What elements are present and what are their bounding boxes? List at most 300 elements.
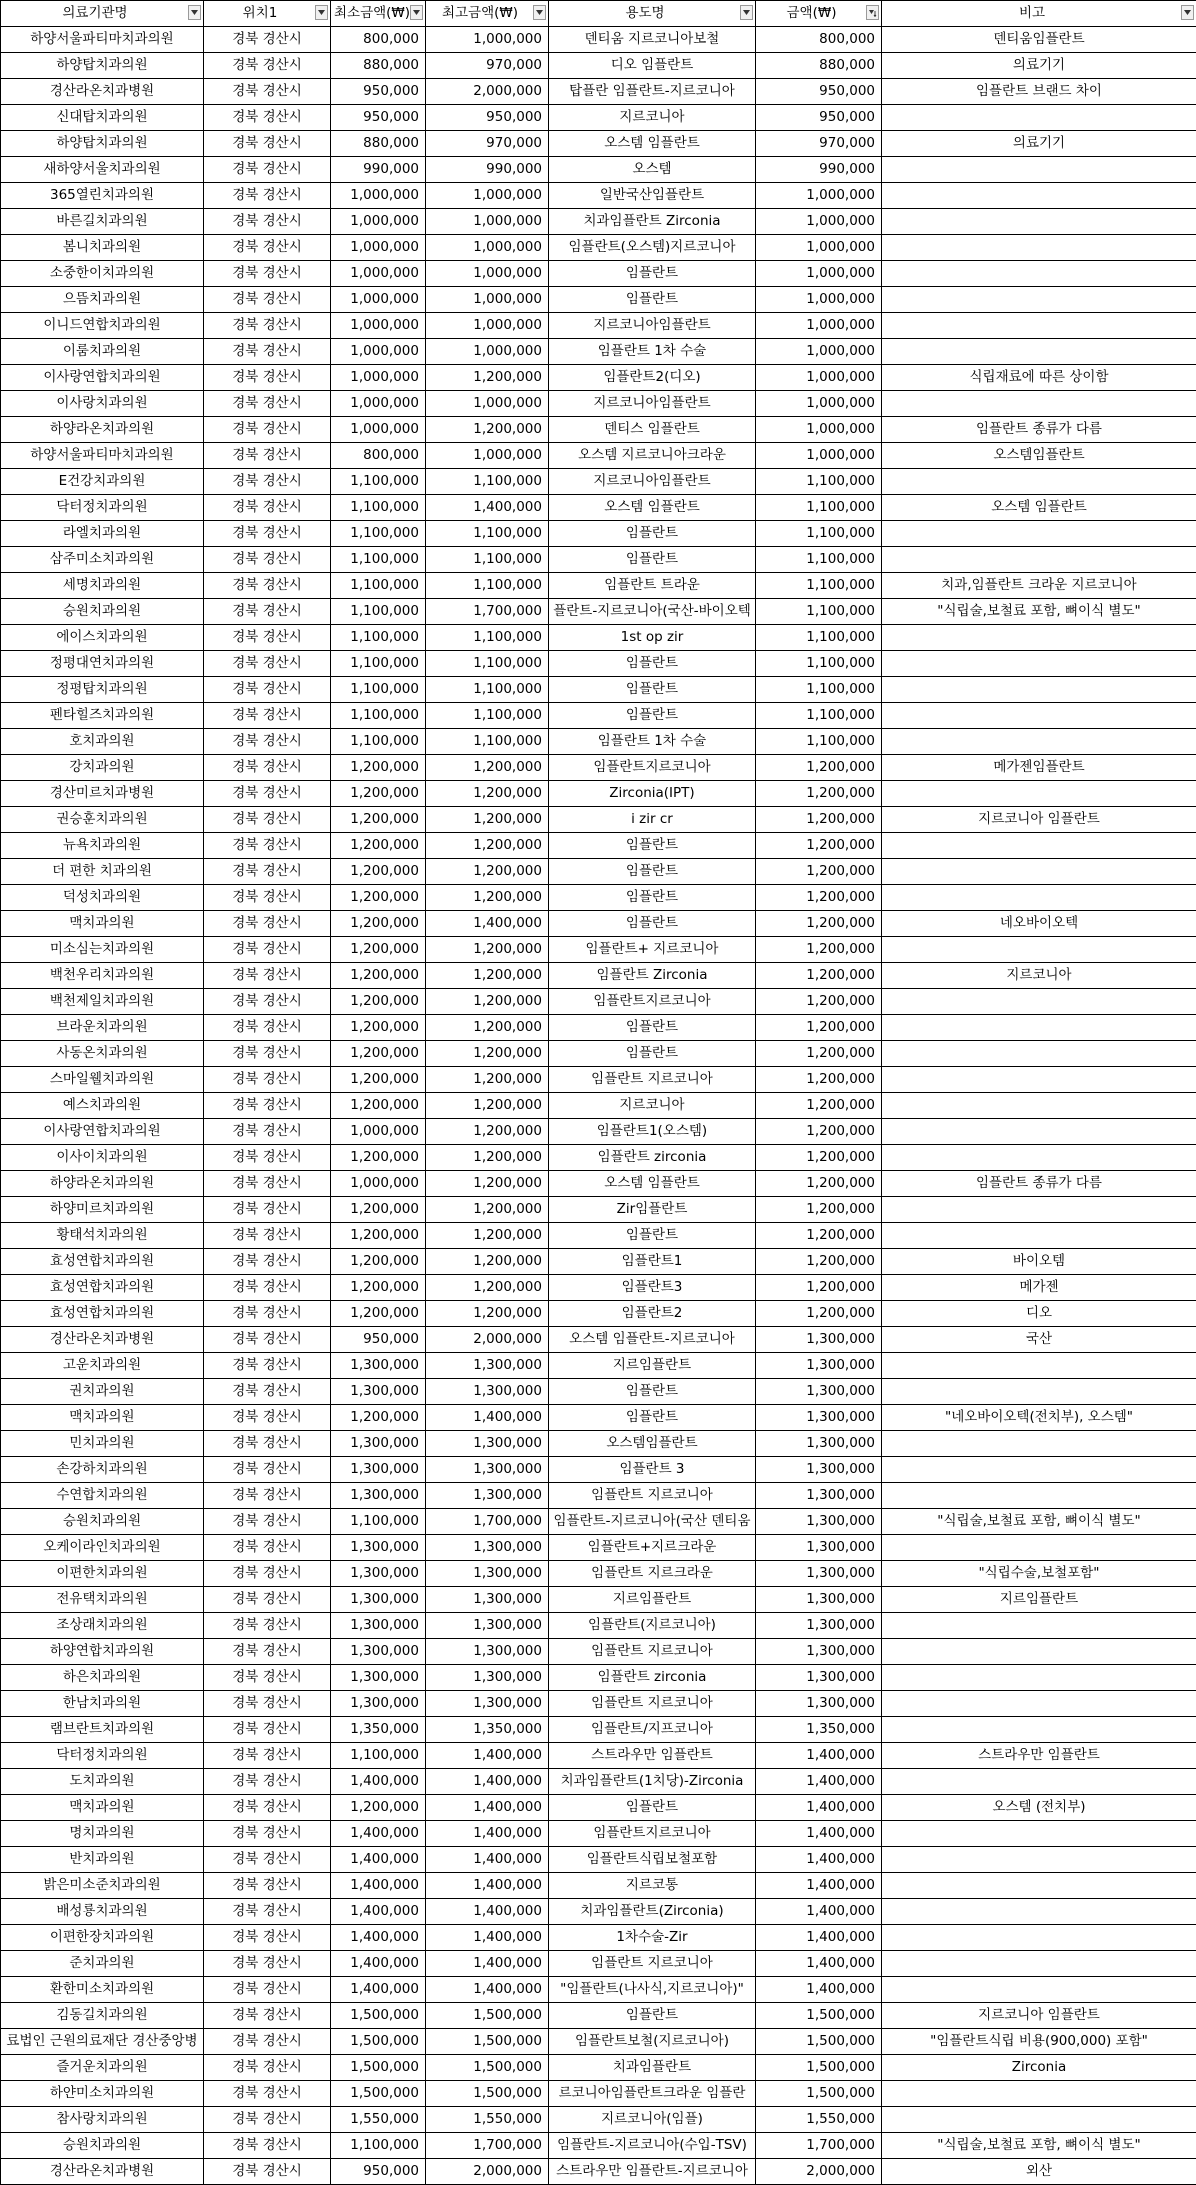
max-price-cell[interactable]: 1,100,000 xyxy=(426,703,549,729)
institution-cell[interactable]: 민치과의원 xyxy=(1,1431,204,1457)
remarks-cell[interactable]: 지르코니아 임플란트 xyxy=(882,2003,1196,2029)
max-price-cell[interactable]: 1,000,000 xyxy=(426,209,549,235)
institution-cell[interactable]: 봄니치과의원 xyxy=(1,235,204,261)
usage-cell[interactable]: 임플란트 xyxy=(549,1795,756,1821)
usage-cell[interactable]: 치과임플란트(1치당)-Zirconia xyxy=(549,1769,756,1795)
institution-cell[interactable]: 신대탑치과의원 xyxy=(1,105,204,131)
amount-cell[interactable]: 1,100,000 xyxy=(756,729,882,755)
remarks-cell[interactable]: 덴티움임플란트 xyxy=(882,27,1196,53)
amount-cell[interactable]: 1,200,000 xyxy=(756,807,882,833)
amount-cell[interactable]: 1,200,000 xyxy=(756,1119,882,1145)
amount-cell[interactable]: 1,200,000 xyxy=(756,937,882,963)
amount-cell[interactable]: 1,100,000 xyxy=(756,677,882,703)
amount-cell[interactable]: 1,200,000 xyxy=(756,1171,882,1197)
min-price-cell[interactable]: 1,100,000 xyxy=(331,1509,426,1535)
amount-cell[interactable]: 1,200,000 xyxy=(756,859,882,885)
location-cell[interactable]: 경북 경산시 xyxy=(204,1223,331,1249)
usage-cell[interactable]: 플란트-지르코니아(국산-바이오텍 xyxy=(549,599,756,625)
amount-cell[interactable]: 1,200,000 xyxy=(756,1223,882,1249)
amount-cell[interactable]: 1,200,000 xyxy=(756,833,882,859)
max-price-cell[interactable]: 1,300,000 xyxy=(426,1379,549,1405)
min-price-cell[interactable]: 1,200,000 xyxy=(331,1275,426,1301)
institution-cell[interactable]: 수연합치과의원 xyxy=(1,1483,204,1509)
min-price-cell[interactable]: 1,200,000 xyxy=(331,885,426,911)
filter-dropdown-icon[interactable] xyxy=(315,5,328,20)
amount-cell[interactable]: 1,200,000 xyxy=(756,755,882,781)
max-price-cell[interactable]: 1,300,000 xyxy=(426,1561,549,1587)
max-price-cell[interactable]: 1,200,000 xyxy=(426,833,549,859)
location-cell[interactable]: 경북 경산시 xyxy=(204,1639,331,1665)
usage-cell[interactable]: 임플란트 xyxy=(549,521,756,547)
remarks-cell[interactable] xyxy=(882,261,1196,287)
usage-cell[interactable]: 임플란트식립보철포함 xyxy=(549,1847,756,1873)
location-cell[interactable]: 경북 경산시 xyxy=(204,573,331,599)
usage-cell[interactable]: 임플란트 지르코니아 xyxy=(549,1483,756,1509)
institution-cell[interactable]: 강치과의원 xyxy=(1,755,204,781)
max-price-cell[interactable]: 1,100,000 xyxy=(426,651,549,677)
max-price-cell[interactable]: 1,300,000 xyxy=(426,1587,549,1613)
remarks-cell[interactable] xyxy=(882,1535,1196,1561)
min-price-cell[interactable]: 1,100,000 xyxy=(331,677,426,703)
amount-cell[interactable]: 1,100,000 xyxy=(756,547,882,573)
usage-cell[interactable]: 임플란트(지르코니아) xyxy=(549,1613,756,1639)
min-price-cell[interactable]: 1,000,000 xyxy=(331,313,426,339)
amount-cell[interactable]: 1,200,000 xyxy=(756,1041,882,1067)
filter-dropdown-icon[interactable] xyxy=(740,5,753,20)
min-price-cell[interactable]: 1,000,000 xyxy=(331,365,426,391)
remarks-cell[interactable] xyxy=(882,469,1196,495)
remarks-cell[interactable] xyxy=(882,1769,1196,1795)
min-price-cell[interactable]: 1,200,000 xyxy=(331,859,426,885)
max-price-cell[interactable]: 1,200,000 xyxy=(426,1275,549,1301)
location-cell[interactable]: 경북 경산시 xyxy=(204,261,331,287)
min-price-cell[interactable]: 1,400,000 xyxy=(331,1769,426,1795)
institution-cell[interactable]: 하은치과의원 xyxy=(1,1665,204,1691)
amount-cell[interactable]: 1,200,000 xyxy=(756,1275,882,1301)
location-cell[interactable]: 경북 경산시 xyxy=(204,417,331,443)
institution-cell[interactable]: 더 편한 치과의원 xyxy=(1,859,204,885)
remarks-cell[interactable]: 치과,임플란트 크라운 지르코니아 xyxy=(882,573,1196,599)
min-price-cell[interactable]: 1,000,000 xyxy=(331,1171,426,1197)
max-price-cell[interactable]: 1,400,000 xyxy=(426,1925,549,1951)
usage-cell[interactable]: 임플란트 xyxy=(549,287,756,313)
min-price-cell[interactable]: 1,400,000 xyxy=(331,1899,426,1925)
max-price-cell[interactable]: 1,200,000 xyxy=(426,1249,549,1275)
amount-cell[interactable]: 1,500,000 xyxy=(756,2055,882,2081)
location-cell[interactable]: 경북 경산시 xyxy=(204,911,331,937)
usage-cell[interactable]: 임플란트지르코니아 xyxy=(549,1821,756,1847)
sort-filter-icon[interactable] xyxy=(866,5,879,20)
max-price-cell[interactable]: 1,000,000 xyxy=(426,443,549,469)
amount-cell[interactable]: 1,200,000 xyxy=(756,963,882,989)
location-cell[interactable]: 경북 경산시 xyxy=(204,1067,331,1093)
remarks-cell[interactable] xyxy=(882,391,1196,417)
max-price-cell[interactable]: 970,000 xyxy=(426,131,549,157)
usage-cell[interactable]: 지르임플란트 xyxy=(549,1353,756,1379)
min-price-cell[interactable]: 1,200,000 xyxy=(331,807,426,833)
institution-cell[interactable]: 으뜸치과의원 xyxy=(1,287,204,313)
usage-cell[interactable]: 지르코니아임플란트 xyxy=(549,313,756,339)
usage-cell[interactable]: 임플란트/지프코니아 xyxy=(549,1717,756,1743)
amount-cell[interactable]: 1,000,000 xyxy=(756,443,882,469)
remarks-cell[interactable]: "식립술,보철료 포함, 뼈이식 별도" xyxy=(882,2133,1196,2159)
location-cell[interactable]: 경북 경산시 xyxy=(204,2159,331,2185)
max-price-cell[interactable]: 1,000,000 xyxy=(426,391,549,417)
institution-cell[interactable]: 환한미소치과의원 xyxy=(1,1977,204,2003)
max-price-cell[interactable]: 1,200,000 xyxy=(426,859,549,885)
usage-cell[interactable]: 임플란트 zirconia xyxy=(549,1665,756,1691)
max-price-cell[interactable]: 1,400,000 xyxy=(426,1951,549,1977)
max-price-cell[interactable]: 1,700,000 xyxy=(426,599,549,625)
min-price-cell[interactable]: 1,100,000 xyxy=(331,1743,426,1769)
location-cell[interactable]: 경북 경산시 xyxy=(204,1951,331,1977)
location-cell[interactable]: 경북 경산시 xyxy=(204,1353,331,1379)
remarks-cell[interactable]: "식립술,보철료 포함, 뼈이식 별도" xyxy=(882,1509,1196,1535)
remarks-cell[interactable] xyxy=(882,1665,1196,1691)
usage-cell[interactable]: 임플란트 xyxy=(549,677,756,703)
location-cell[interactable]: 경북 경산시 xyxy=(204,1509,331,1535)
institution-cell[interactable]: 조상래치과의원 xyxy=(1,1613,204,1639)
institution-cell[interactable]: 이편한치과의원 xyxy=(1,1561,204,1587)
amount-cell[interactable]: 1,000,000 xyxy=(756,391,882,417)
max-price-cell[interactable]: 1,100,000 xyxy=(426,677,549,703)
remarks-cell[interactable] xyxy=(882,157,1196,183)
min-price-cell[interactable]: 1,300,000 xyxy=(331,1587,426,1613)
max-price-cell[interactable]: 1,200,000 xyxy=(426,1067,549,1093)
location-cell[interactable]: 경북 경산시 xyxy=(204,469,331,495)
remarks-cell[interactable] xyxy=(882,1821,1196,1847)
location-cell[interactable]: 경북 경산시 xyxy=(204,1795,331,1821)
amount-cell[interactable]: 1,200,000 xyxy=(756,1301,882,1327)
usage-cell[interactable]: 스트라우만 임플란트-지르코니아 xyxy=(549,2159,756,2185)
institution-cell[interactable]: 펜타힐즈치과의원 xyxy=(1,703,204,729)
usage-cell[interactable]: 오스템임플란트 xyxy=(549,1431,756,1457)
usage-cell[interactable]: 디오 임플란트 xyxy=(549,53,756,79)
location-cell[interactable]: 경북 경산시 xyxy=(204,157,331,183)
amount-cell[interactable]: 2,000,000 xyxy=(756,2159,882,2185)
institution-cell[interactable]: 반치과의원 xyxy=(1,1847,204,1873)
institution-cell[interactable]: 효성연합치과의원 xyxy=(1,1275,204,1301)
amount-cell[interactable]: 1,300,000 xyxy=(756,1587,882,1613)
location-cell[interactable]: 경북 경산시 xyxy=(204,1561,331,1587)
remarks-cell[interactable] xyxy=(882,1015,1196,1041)
location-cell[interactable]: 경북 경산시 xyxy=(204,313,331,339)
min-price-cell[interactable]: 1,100,000 xyxy=(331,703,426,729)
usage-cell[interactable]: 임플란트1(오스템) xyxy=(549,1119,756,1145)
amount-cell[interactable]: 1,200,000 xyxy=(756,885,882,911)
usage-cell[interactable]: 임플란트 1차 수술 xyxy=(549,729,756,755)
remarks-cell[interactable]: 오스템임플란트 xyxy=(882,443,1196,469)
remarks-cell[interactable] xyxy=(882,1483,1196,1509)
location-cell[interactable]: 경북 경산시 xyxy=(204,625,331,651)
institution-cell[interactable]: 도치과의원 xyxy=(1,1769,204,1795)
usage-cell[interactable]: 지르임플란트 xyxy=(549,1587,756,1613)
min-price-cell[interactable]: 1,400,000 xyxy=(331,1951,426,1977)
usage-cell[interactable]: 탑플란 임플란트-지르코니아 xyxy=(549,79,756,105)
min-price-cell[interactable]: 1,300,000 xyxy=(331,1691,426,1717)
max-price-cell[interactable]: 1,100,000 xyxy=(426,469,549,495)
remarks-cell[interactable] xyxy=(882,521,1196,547)
remarks-cell[interactable] xyxy=(882,625,1196,651)
min-price-cell[interactable]: 1,200,000 xyxy=(331,911,426,937)
usage-cell[interactable]: 임플란트+지르크라운 xyxy=(549,1535,756,1561)
amount-cell[interactable]: 950,000 xyxy=(756,79,882,105)
usage-cell[interactable]: 임플란트3 xyxy=(549,1275,756,1301)
usage-cell[interactable]: 지르코통 xyxy=(549,1873,756,1899)
amount-cell[interactable]: 1,400,000 xyxy=(756,1873,882,1899)
amount-cell[interactable]: 1,300,000 xyxy=(756,1639,882,1665)
remarks-cell[interactable] xyxy=(882,1613,1196,1639)
usage-cell[interactable]: 임플란트 1차 수술 xyxy=(549,339,756,365)
min-price-cell[interactable]: 950,000 xyxy=(331,79,426,105)
max-price-cell[interactable]: 1,000,000 xyxy=(426,261,549,287)
institution-cell[interactable]: 삼주미소치과의원 xyxy=(1,547,204,573)
usage-cell[interactable]: 오스템 임플란트 xyxy=(549,1171,756,1197)
max-price-cell[interactable]: 2,000,000 xyxy=(426,1327,549,1353)
location-cell[interactable]: 경북 경산시 xyxy=(204,1041,331,1067)
location-cell[interactable]: 경북 경산시 xyxy=(204,1743,331,1769)
institution-cell[interactable]: 소중한이치과의원 xyxy=(1,261,204,287)
institution-cell[interactable]: 하양연합치과의원 xyxy=(1,1639,204,1665)
amount-cell[interactable]: 1,100,000 xyxy=(756,469,882,495)
max-price-cell[interactable]: 1,700,000 xyxy=(426,1509,549,1535)
usage-cell[interactable]: 치과임플란트 Zirconia xyxy=(549,209,756,235)
amount-cell[interactable]: 1,300,000 xyxy=(756,1457,882,1483)
remarks-cell[interactable] xyxy=(882,235,1196,261)
location-cell[interactable]: 경북 경산시 xyxy=(204,1093,331,1119)
usage-cell[interactable]: 일반국산임플란트 xyxy=(549,183,756,209)
location-cell[interactable]: 경북 경산시 xyxy=(204,1847,331,1873)
max-price-cell[interactable]: 970,000 xyxy=(426,53,549,79)
max-price-cell[interactable]: 990,000 xyxy=(426,157,549,183)
institution-cell[interactable]: 고운치과의원 xyxy=(1,1353,204,1379)
location-cell[interactable]: 경북 경산시 xyxy=(204,183,331,209)
institution-cell[interactable]: 승원치과의원 xyxy=(1,1509,204,1535)
institution-cell[interactable]: 에이스치과의원 xyxy=(1,625,204,651)
amount-cell[interactable]: 1,000,000 xyxy=(756,235,882,261)
amount-cell[interactable]: 1,400,000 xyxy=(756,1795,882,1821)
amount-cell[interactable]: 1,200,000 xyxy=(756,1197,882,1223)
remarks-cell[interactable]: 네오바이오텍 xyxy=(882,911,1196,937)
location-cell[interactable]: 경북 경산시 xyxy=(204,2133,331,2159)
institution-cell[interactable]: 이사랑치과의원 xyxy=(1,391,204,417)
remarks-cell[interactable] xyxy=(882,547,1196,573)
remarks-cell[interactable] xyxy=(882,1379,1196,1405)
min-price-cell[interactable]: 1,200,000 xyxy=(331,1223,426,1249)
location-cell[interactable]: 경북 경산시 xyxy=(204,1769,331,1795)
usage-cell[interactable]: 임플란트 xyxy=(549,1015,756,1041)
remarks-cell[interactable] xyxy=(882,1639,1196,1665)
institution-cell[interactable]: 램브란트치과의원 xyxy=(1,1717,204,1743)
remarks-cell[interactable]: 지르코니아 임플란트 xyxy=(882,807,1196,833)
max-price-cell[interactable]: 1,700,000 xyxy=(426,2133,549,2159)
amount-cell[interactable]: 1,500,000 xyxy=(756,2081,882,2107)
min-price-cell[interactable]: 1,000,000 xyxy=(331,1119,426,1145)
max-price-cell[interactable]: 1,200,000 xyxy=(426,365,549,391)
remarks-cell[interactable] xyxy=(882,1041,1196,1067)
usage-cell[interactable]: 임플란트 지르크라운 xyxy=(549,1561,756,1587)
institution-cell[interactable]: 새하양서울치과의원 xyxy=(1,157,204,183)
min-price-cell[interactable]: 1,200,000 xyxy=(331,1197,426,1223)
institution-cell[interactable]: 호치과의원 xyxy=(1,729,204,755)
min-price-cell[interactable]: 1,300,000 xyxy=(331,1535,426,1561)
usage-cell[interactable]: 지르코니아(임플) xyxy=(549,2107,756,2133)
remarks-cell[interactable] xyxy=(882,1847,1196,1873)
institution-cell[interactable]: 김동길치과의원 xyxy=(1,2003,204,2029)
location-cell[interactable]: 경북 경산시 xyxy=(204,963,331,989)
usage-cell[interactable]: 오스템 xyxy=(549,157,756,183)
location-cell[interactable]: 경북 경산시 xyxy=(204,521,331,547)
max-price-cell[interactable]: 1,500,000 xyxy=(426,2003,549,2029)
min-price-cell[interactable]: 1,000,000 xyxy=(331,287,426,313)
location-cell[interactable]: 경북 경산시 xyxy=(204,1171,331,1197)
location-cell[interactable]: 경북 경산시 xyxy=(204,1691,331,1717)
usage-cell[interactable]: 덴티스 임플란트 xyxy=(549,417,756,443)
max-price-cell[interactable]: 1,400,000 xyxy=(426,911,549,937)
location-cell[interactable]: 경북 경산시 xyxy=(204,2003,331,2029)
remarks-cell[interactable] xyxy=(882,651,1196,677)
remarks-cell[interactable] xyxy=(882,1457,1196,1483)
amount-cell[interactable]: 1,550,000 xyxy=(756,2107,882,2133)
min-price-cell[interactable]: 1,300,000 xyxy=(331,1613,426,1639)
max-price-cell[interactable]: 1,000,000 xyxy=(426,235,549,261)
filter-dropdown-icon[interactable] xyxy=(533,5,546,20)
institution-cell[interactable]: 정평탑치과의원 xyxy=(1,677,204,703)
min-price-cell[interactable]: 880,000 xyxy=(331,53,426,79)
max-price-cell[interactable]: 1,300,000 xyxy=(426,1483,549,1509)
min-price-cell[interactable]: 950,000 xyxy=(331,1327,426,1353)
max-price-cell[interactable]: 1,200,000 xyxy=(426,937,549,963)
remarks-cell[interactable] xyxy=(882,183,1196,209)
min-price-cell[interactable]: 1,300,000 xyxy=(331,1457,426,1483)
amount-cell[interactable]: 1,100,000 xyxy=(756,703,882,729)
institution-cell[interactable]: 맥치과의원 xyxy=(1,1405,204,1431)
institution-cell[interactable]: 명치과의원 xyxy=(1,1821,204,1847)
filter-dropdown-icon[interactable] xyxy=(410,5,423,20)
amount-cell[interactable]: 1,400,000 xyxy=(756,1769,882,1795)
remarks-cell[interactable]: 임플란트 종류가 다름 xyxy=(882,417,1196,443)
location-cell[interactable]: 경북 경산시 xyxy=(204,859,331,885)
max-price-cell[interactable]: 1,300,000 xyxy=(426,1535,549,1561)
min-price-cell[interactable]: 1,400,000 xyxy=(331,1821,426,1847)
max-price-cell[interactable]: 1,200,000 xyxy=(426,1015,549,1041)
remarks-cell[interactable] xyxy=(882,105,1196,131)
remarks-cell[interactable]: 오스템 (전치부) xyxy=(882,1795,1196,1821)
min-price-cell[interactable]: 1,300,000 xyxy=(331,1561,426,1587)
remarks-cell[interactable]: 의료기기 xyxy=(882,131,1196,157)
max-price-cell[interactable]: 1,400,000 xyxy=(426,1821,549,1847)
institution-cell[interactable]: 하양라온치과의원 xyxy=(1,1171,204,1197)
usage-cell[interactable]: 오스템 임플란트-지르코니아 xyxy=(549,1327,756,1353)
max-price-cell[interactable]: 1,100,000 xyxy=(426,625,549,651)
remarks-cell[interactable] xyxy=(882,1431,1196,1457)
remarks-cell[interactable]: 디오 xyxy=(882,1301,1196,1327)
remarks-cell[interactable] xyxy=(882,1145,1196,1171)
max-price-cell[interactable]: 1,300,000 xyxy=(426,1691,549,1717)
usage-cell[interactable]: 임플란트 xyxy=(549,1223,756,1249)
institution-cell[interactable]: 이사이치과의원 xyxy=(1,1145,204,1171)
institution-cell[interactable]: 덕성치과의원 xyxy=(1,885,204,911)
amount-cell[interactable]: 1,000,000 xyxy=(756,183,882,209)
usage-cell[interactable]: 임플란트 xyxy=(549,1041,756,1067)
max-price-cell[interactable]: 1,000,000 xyxy=(426,313,549,339)
usage-cell[interactable]: 임플란트 xyxy=(549,547,756,573)
institution-cell[interactable]: 라엘치과의원 xyxy=(1,521,204,547)
max-price-cell[interactable]: 1,000,000 xyxy=(426,339,549,365)
amount-cell[interactable]: 1,100,000 xyxy=(756,495,882,521)
min-price-cell[interactable]: 1,350,000 xyxy=(331,1717,426,1743)
usage-cell[interactable]: 오스템 임플란트 xyxy=(549,495,756,521)
amount-cell[interactable]: 1,000,000 xyxy=(756,417,882,443)
amount-cell[interactable]: 1,200,000 xyxy=(756,1145,882,1171)
min-price-cell[interactable]: 1,000,000 xyxy=(331,339,426,365)
institution-cell[interactable]: 하양미르치과의원 xyxy=(1,1197,204,1223)
min-price-cell[interactable]: 1,100,000 xyxy=(331,521,426,547)
remarks-cell[interactable]: 메가젠임플란트 xyxy=(882,755,1196,781)
institution-cell[interactable]: 효성연합치과의원 xyxy=(1,1301,204,1327)
location-cell[interactable]: 경북 경산시 xyxy=(204,1821,331,1847)
usage-cell[interactable]: 임플란트 xyxy=(549,1405,756,1431)
remarks-cell[interactable] xyxy=(882,209,1196,235)
remarks-cell[interactable] xyxy=(882,1925,1196,1951)
min-price-cell[interactable]: 1,200,000 xyxy=(331,989,426,1015)
max-price-cell[interactable]: 1,300,000 xyxy=(426,1457,549,1483)
max-price-cell[interactable]: 1,000,000 xyxy=(426,183,549,209)
location-cell[interactable]: 경북 경산시 xyxy=(204,1379,331,1405)
remarks-cell[interactable]: 메가젠 xyxy=(882,1275,1196,1301)
amount-cell[interactable]: 970,000 xyxy=(756,131,882,157)
remarks-cell[interactable]: "네오바이오텍(전치부), 오스템" xyxy=(882,1405,1196,1431)
max-price-cell[interactable]: 1,200,000 xyxy=(426,963,549,989)
institution-cell[interactable]: 하양탑치과의원 xyxy=(1,131,204,157)
remarks-cell[interactable] xyxy=(882,989,1196,1015)
usage-cell[interactable]: 오스템 임플란트 xyxy=(549,131,756,157)
location-cell[interactable]: 경북 경산시 xyxy=(204,1145,331,1171)
institution-cell[interactable]: 맥치과의원 xyxy=(1,1795,204,1821)
location-cell[interactable]: 경북 경산시 xyxy=(204,209,331,235)
usage-cell[interactable]: 임플란트 xyxy=(549,885,756,911)
max-price-cell[interactable]: 1,200,000 xyxy=(426,989,549,1015)
location-cell[interactable]: 경북 경산시 xyxy=(204,1899,331,1925)
min-price-cell[interactable]: 1,300,000 xyxy=(331,1353,426,1379)
remarks-cell[interactable]: 지르임플란트 xyxy=(882,1587,1196,1613)
institution-cell[interactable]: 이편한장치과의원 xyxy=(1,1925,204,1951)
min-price-cell[interactable]: 1,200,000 xyxy=(331,1067,426,1093)
location-cell[interactable]: 경북 경산시 xyxy=(204,495,331,521)
location-cell[interactable]: 경북 경산시 xyxy=(204,339,331,365)
usage-cell[interactable]: 임플란트 3 xyxy=(549,1457,756,1483)
min-price-cell[interactable]: 1,200,000 xyxy=(331,963,426,989)
remarks-cell[interactable] xyxy=(882,1951,1196,1977)
institution-cell[interactable]: 예스치과의원 xyxy=(1,1093,204,1119)
amount-cell[interactable]: 1,200,000 xyxy=(756,1067,882,1093)
min-price-cell[interactable]: 880,000 xyxy=(331,131,426,157)
usage-cell[interactable]: 임플란트+ 지르코니아 xyxy=(549,937,756,963)
min-price-cell[interactable]: 1,100,000 xyxy=(331,729,426,755)
max-price-cell[interactable]: 1,400,000 xyxy=(426,1743,549,1769)
amount-cell[interactable]: 1,300,000 xyxy=(756,1483,882,1509)
max-price-cell[interactable]: 1,400,000 xyxy=(426,1795,549,1821)
location-cell[interactable]: 경북 경산시 xyxy=(204,105,331,131)
amount-cell[interactable]: 1,400,000 xyxy=(756,1821,882,1847)
min-price-cell[interactable]: 1,200,000 xyxy=(331,833,426,859)
location-cell[interactable]: 경북 경산시 xyxy=(204,1015,331,1041)
location-cell[interactable]: 경북 경산시 xyxy=(204,2081,331,2107)
remarks-cell[interactable]: 오스템 임플란트 xyxy=(882,495,1196,521)
remarks-cell[interactable] xyxy=(882,1353,1196,1379)
amount-cell[interactable]: 1,300,000 xyxy=(756,1327,882,1353)
max-price-cell[interactable]: 1,100,000 xyxy=(426,573,549,599)
